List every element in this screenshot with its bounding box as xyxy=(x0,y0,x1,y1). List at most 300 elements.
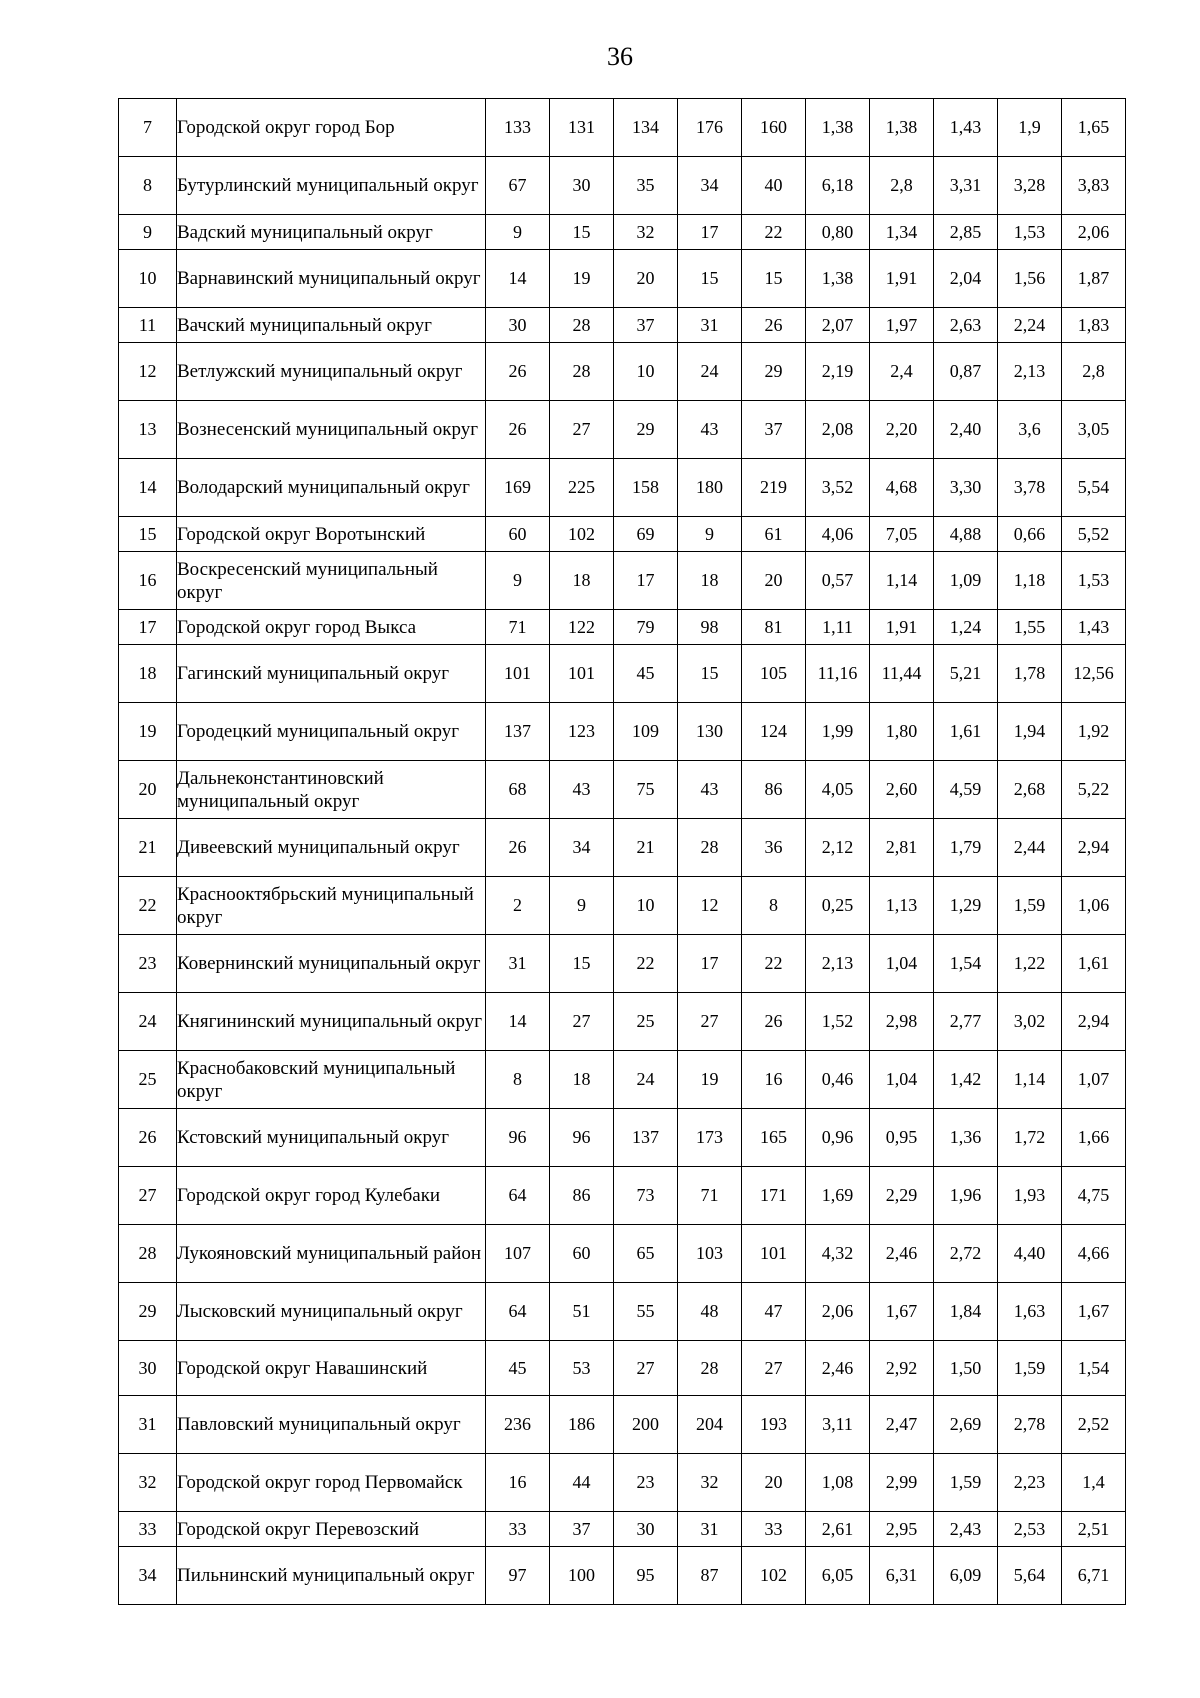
value-cell: 1,59 xyxy=(998,1341,1062,1396)
value-cell: 37 xyxy=(614,308,678,343)
value-cell: 100 xyxy=(550,1547,614,1605)
value-cell: 30 xyxy=(614,1512,678,1547)
row-number-cell: 10 xyxy=(119,250,177,308)
table-body xyxy=(119,99,1126,1605)
value-cell: 0,87 xyxy=(934,343,998,401)
value-cell: 2,13 xyxy=(806,935,870,993)
municipality-name-cell: Городской округ Перевозский xyxy=(177,1512,486,1547)
value-cell: 1,29 xyxy=(934,877,998,935)
value-cell: 225 xyxy=(550,459,614,517)
value-cell: 1,84 xyxy=(934,1283,998,1341)
row-number-cell: 28 xyxy=(119,1225,177,1283)
value-cell: 1,59 xyxy=(934,1454,998,1512)
municipality-name-cell: Варнавинский муниципальный округ xyxy=(177,250,486,308)
value-cell: 2,06 xyxy=(806,1283,870,1341)
value-cell: 97 xyxy=(486,1547,550,1605)
value-cell: 101 xyxy=(486,645,550,703)
value-cell: 3,78 xyxy=(998,459,1062,517)
value-cell: 1,24 xyxy=(934,610,998,645)
value-cell: 18 xyxy=(550,552,614,610)
value-cell: 43 xyxy=(678,401,742,459)
row-number-cell: 22 xyxy=(119,877,177,935)
value-cell: 1,36 xyxy=(934,1109,998,1167)
value-cell: 137 xyxy=(486,703,550,761)
value-cell: 43 xyxy=(550,761,614,819)
value-cell: 1,04 xyxy=(870,1051,934,1109)
value-cell: 2,69 xyxy=(934,1396,998,1454)
value-cell: 48 xyxy=(678,1283,742,1341)
value-cell: 137 xyxy=(614,1109,678,1167)
value-cell: 21 xyxy=(614,819,678,877)
value-cell: 40 xyxy=(742,157,806,215)
value-cell: 11,44 xyxy=(870,645,934,703)
value-cell: 1,14 xyxy=(998,1051,1062,1109)
municipality-name-cell: Городской округ город Бор xyxy=(177,99,486,157)
value-cell: 2,72 xyxy=(934,1225,998,1283)
value-cell: 9 xyxy=(486,552,550,610)
value-cell: 102 xyxy=(550,517,614,552)
table-row xyxy=(119,1167,1126,1225)
value-cell: 61 xyxy=(742,517,806,552)
value-cell: 75 xyxy=(614,761,678,819)
value-cell: 15 xyxy=(742,250,806,308)
table-row xyxy=(119,1051,1126,1109)
value-cell: 2,12 xyxy=(806,819,870,877)
value-cell: 131 xyxy=(550,99,614,157)
value-cell: 2 xyxy=(486,877,550,935)
value-cell: 101 xyxy=(742,1225,806,1283)
value-cell: 2,04 xyxy=(934,250,998,308)
value-cell: 2,99 xyxy=(870,1454,934,1512)
value-cell: 9 xyxy=(678,517,742,552)
row-number-cell: 12 xyxy=(119,343,177,401)
value-cell: 1,66 xyxy=(1062,1109,1126,1167)
municipality-name-cell: Вачский муниципальный округ xyxy=(177,308,486,343)
value-cell: 0,57 xyxy=(806,552,870,610)
row-number-cell: 7 xyxy=(119,99,177,157)
value-cell: 219 xyxy=(742,459,806,517)
value-cell: 1,43 xyxy=(934,99,998,157)
value-cell: 67 xyxy=(486,157,550,215)
value-cell: 1,91 xyxy=(870,250,934,308)
table-row xyxy=(119,1547,1126,1605)
row-number-cell: 16 xyxy=(119,552,177,610)
value-cell: 1,38 xyxy=(870,99,934,157)
municipality-name-cell: Городской округ город Выкса xyxy=(177,610,486,645)
value-cell: 27 xyxy=(614,1341,678,1396)
value-cell: 2,53 xyxy=(998,1512,1062,1547)
value-cell: 6,09 xyxy=(934,1547,998,1605)
row-number-cell: 18 xyxy=(119,645,177,703)
value-cell: 1,78 xyxy=(998,645,1062,703)
value-cell: 3,6 xyxy=(998,401,1062,459)
value-cell: 37 xyxy=(550,1512,614,1547)
municipality-name-cell: Лукояновский муниципальный район xyxy=(177,1225,486,1283)
value-cell: 122 xyxy=(550,610,614,645)
value-cell: 6,31 xyxy=(870,1547,934,1605)
value-cell: 20 xyxy=(742,1454,806,1512)
row-number-cell: 34 xyxy=(119,1547,177,1605)
value-cell: 2,44 xyxy=(998,819,1062,877)
municipality-name-cell: Ветлужский муниципальный округ xyxy=(177,343,486,401)
municipality-name-cell: Володарский муниципальный округ xyxy=(177,459,486,517)
value-cell: 2,8 xyxy=(1062,343,1126,401)
value-cell: 7,05 xyxy=(870,517,934,552)
value-cell: 71 xyxy=(486,610,550,645)
table-row xyxy=(119,1109,1126,1167)
value-cell: 87 xyxy=(678,1547,742,1605)
value-cell: 2,47 xyxy=(870,1396,934,1454)
table-row xyxy=(119,610,1126,645)
value-cell: 133 xyxy=(486,99,550,157)
value-cell: 17 xyxy=(614,552,678,610)
value-cell: 43 xyxy=(678,761,742,819)
value-cell: 180 xyxy=(678,459,742,517)
table-row xyxy=(119,552,1126,610)
value-cell: 130 xyxy=(678,703,742,761)
table-row xyxy=(119,1512,1126,1547)
value-cell: 34 xyxy=(678,157,742,215)
value-cell: 1,80 xyxy=(870,703,934,761)
value-cell: 123 xyxy=(550,703,614,761)
table-row xyxy=(119,1396,1126,1454)
value-cell: 1,11 xyxy=(806,610,870,645)
value-cell: 2,43 xyxy=(934,1512,998,1547)
value-cell: 17 xyxy=(678,215,742,250)
value-cell: 2,08 xyxy=(806,401,870,459)
value-cell: 1,13 xyxy=(870,877,934,935)
value-cell: 22 xyxy=(614,935,678,993)
row-number-cell: 26 xyxy=(119,1109,177,1167)
value-cell: 4,06 xyxy=(806,517,870,552)
value-cell: 71 xyxy=(678,1167,742,1225)
value-cell: 28 xyxy=(678,819,742,877)
value-cell: 1,83 xyxy=(1062,308,1126,343)
value-cell: 8 xyxy=(742,877,806,935)
value-cell: 8 xyxy=(486,1051,550,1109)
municipality-name-cell: Городской округ Воротынский xyxy=(177,517,486,552)
value-cell: 0,96 xyxy=(806,1109,870,1167)
table-row xyxy=(119,459,1126,517)
row-number-cell: 24 xyxy=(119,993,177,1051)
value-cell: 33 xyxy=(742,1512,806,1547)
value-cell: 0,80 xyxy=(806,215,870,250)
value-cell: 103 xyxy=(678,1225,742,1283)
value-cell: 165 xyxy=(742,1109,806,1167)
value-cell: 1,09 xyxy=(934,552,998,610)
municipality-name-cell: Дальнеконстантиновский муниципальный округ xyxy=(177,761,486,819)
value-cell: 34 xyxy=(550,819,614,877)
value-cell: 79 xyxy=(614,610,678,645)
municipality-name-cell: Гагинский муниципальный округ xyxy=(177,645,486,703)
value-cell: 26 xyxy=(486,819,550,877)
table-row xyxy=(119,935,1126,993)
value-cell: 1,69 xyxy=(806,1167,870,1225)
value-cell: 27 xyxy=(742,1341,806,1396)
value-cell: 1,53 xyxy=(1062,552,1126,610)
value-cell: 2,81 xyxy=(870,819,934,877)
value-cell: 1,54 xyxy=(1062,1341,1126,1396)
value-cell: 86 xyxy=(742,761,806,819)
value-cell: 96 xyxy=(550,1109,614,1167)
value-cell: 18 xyxy=(550,1051,614,1109)
municipality-name-cell: Городской округ город Первомайск xyxy=(177,1454,486,1512)
row-number-cell: 25 xyxy=(119,1051,177,1109)
value-cell: 3,83 xyxy=(1062,157,1126,215)
value-cell: 1,06 xyxy=(1062,877,1126,935)
value-cell: 3,31 xyxy=(934,157,998,215)
value-cell: 6,71 xyxy=(1062,1547,1126,1605)
value-cell: 2,60 xyxy=(870,761,934,819)
value-cell: 17 xyxy=(678,935,742,993)
value-cell: 1,38 xyxy=(806,99,870,157)
value-cell: 65 xyxy=(614,1225,678,1283)
value-cell: 3,52 xyxy=(806,459,870,517)
table-row xyxy=(119,645,1126,703)
value-cell: 27 xyxy=(550,993,614,1051)
value-cell: 5,22 xyxy=(1062,761,1126,819)
table-row xyxy=(119,517,1126,552)
value-cell: 0,46 xyxy=(806,1051,870,1109)
value-cell: 12 xyxy=(678,877,742,935)
row-number-cell: 17 xyxy=(119,610,177,645)
value-cell: 0,25 xyxy=(806,877,870,935)
value-cell: 134 xyxy=(614,99,678,157)
value-cell: 60 xyxy=(486,517,550,552)
table-row xyxy=(119,761,1126,819)
value-cell: 26 xyxy=(742,993,806,1051)
value-cell: 1,9 xyxy=(998,99,1062,157)
value-cell: 4,66 xyxy=(1062,1225,1126,1283)
value-cell: 18 xyxy=(678,552,742,610)
value-cell: 2,78 xyxy=(998,1396,1062,1454)
value-cell: 1,94 xyxy=(998,703,1062,761)
row-number-cell: 33 xyxy=(119,1512,177,1547)
municipality-name-cell: Бутурлинский муниципальный округ xyxy=(177,157,486,215)
value-cell: 2,94 xyxy=(1062,993,1126,1051)
value-cell: 1,92 xyxy=(1062,703,1126,761)
page-number: 36 xyxy=(607,42,633,71)
value-cell: 36 xyxy=(742,819,806,877)
value-cell: 2,07 xyxy=(806,308,870,343)
value-cell: 176 xyxy=(678,99,742,157)
municipality-name-cell: Городецкий муниципальный округ xyxy=(177,703,486,761)
value-cell: 35 xyxy=(614,157,678,215)
table-row xyxy=(119,703,1126,761)
table-row xyxy=(119,215,1126,250)
value-cell: 68 xyxy=(486,761,550,819)
value-cell: 2,20 xyxy=(870,401,934,459)
table-row xyxy=(119,401,1126,459)
municipality-name-cell: Дивеевский муниципальный округ xyxy=(177,819,486,877)
value-cell: 69 xyxy=(614,517,678,552)
value-cell: 12,56 xyxy=(1062,645,1126,703)
row-number-cell: 20 xyxy=(119,761,177,819)
value-cell: 2,46 xyxy=(806,1341,870,1396)
value-cell: 2,61 xyxy=(806,1512,870,1547)
value-cell: 109 xyxy=(614,703,678,761)
value-cell: 73 xyxy=(614,1167,678,1225)
row-number-cell: 27 xyxy=(119,1167,177,1225)
value-cell: 81 xyxy=(742,610,806,645)
value-cell: 27 xyxy=(550,401,614,459)
value-cell: 186 xyxy=(550,1396,614,1454)
value-cell: 4,68 xyxy=(870,459,934,517)
value-cell: 1,93 xyxy=(998,1167,1062,1225)
value-cell: 31 xyxy=(678,308,742,343)
value-cell: 32 xyxy=(678,1454,742,1512)
value-cell: 2,13 xyxy=(998,343,1062,401)
value-cell: 1,43 xyxy=(1062,610,1126,645)
value-cell: 2,92 xyxy=(870,1341,934,1396)
table-row xyxy=(119,1225,1126,1283)
table-row xyxy=(119,1283,1126,1341)
municipality-name-cell: Краснооктябрьский муниципальный округ xyxy=(177,877,486,935)
value-cell: 37 xyxy=(742,401,806,459)
value-cell: 26 xyxy=(486,401,550,459)
value-cell: 2,98 xyxy=(870,993,934,1051)
value-cell: 2,29 xyxy=(870,1167,934,1225)
value-cell: 1,07 xyxy=(1062,1051,1126,1109)
value-cell: 4,40 xyxy=(998,1225,1062,1283)
row-number-cell: 15 xyxy=(119,517,177,552)
value-cell: 26 xyxy=(742,308,806,343)
municipality-name-cell: Пильнинский муниципальный округ xyxy=(177,1547,486,1605)
value-cell: 64 xyxy=(486,1167,550,1225)
value-cell: 1,63 xyxy=(998,1283,1062,1341)
value-cell: 1,59 xyxy=(998,877,1062,935)
table-row xyxy=(119,819,1126,877)
value-cell: 1,61 xyxy=(1062,935,1126,993)
row-number-cell: 8 xyxy=(119,157,177,215)
table-row xyxy=(119,1341,1126,1396)
value-cell: 5,64 xyxy=(998,1547,1062,1605)
value-cell: 160 xyxy=(742,99,806,157)
value-cell: 14 xyxy=(486,250,550,308)
value-cell: 1,4 xyxy=(1062,1454,1126,1512)
value-cell: 11,16 xyxy=(806,645,870,703)
municipality-name-cell: Вознесенский муниципальный округ xyxy=(177,401,486,459)
value-cell: 64 xyxy=(486,1283,550,1341)
value-cell: 22 xyxy=(742,935,806,993)
value-cell: 15 xyxy=(678,250,742,308)
value-cell: 124 xyxy=(742,703,806,761)
value-cell: 2,51 xyxy=(1062,1512,1126,1547)
value-cell: 1,99 xyxy=(806,703,870,761)
value-cell: 2,52 xyxy=(1062,1396,1126,1454)
municipality-name-cell: Павловский муниципальный округ xyxy=(177,1396,486,1454)
table-row xyxy=(119,877,1126,935)
value-cell: 1,42 xyxy=(934,1051,998,1109)
value-cell: 193 xyxy=(742,1396,806,1454)
row-number-cell: 29 xyxy=(119,1283,177,1341)
value-cell: 9 xyxy=(550,877,614,935)
value-cell: 98 xyxy=(678,610,742,645)
value-cell: 2,40 xyxy=(934,401,998,459)
value-cell: 1,79 xyxy=(934,819,998,877)
row-number-cell: 9 xyxy=(119,215,177,250)
value-cell: 173 xyxy=(678,1109,742,1167)
value-cell: 2,06 xyxy=(1062,215,1126,250)
value-cell: 2,94 xyxy=(1062,819,1126,877)
value-cell: 4,05 xyxy=(806,761,870,819)
row-number-cell: 31 xyxy=(119,1396,177,1454)
value-cell: 2,63 xyxy=(934,308,998,343)
value-cell: 28 xyxy=(550,308,614,343)
value-cell: 0,66 xyxy=(998,517,1062,552)
value-cell: 2,68 xyxy=(998,761,1062,819)
municipality-name-cell: Ковернинский муниципальный округ xyxy=(177,935,486,993)
row-number-cell: 32 xyxy=(119,1454,177,1512)
value-cell: 14 xyxy=(486,993,550,1051)
value-cell: 4,75 xyxy=(1062,1167,1126,1225)
value-cell: 1,53 xyxy=(998,215,1062,250)
value-cell: 86 xyxy=(550,1167,614,1225)
value-cell: 2,46 xyxy=(870,1225,934,1283)
value-cell: 32 xyxy=(614,215,678,250)
value-cell: 19 xyxy=(550,250,614,308)
value-cell: 55 xyxy=(614,1283,678,1341)
value-cell: 1,18 xyxy=(998,552,1062,610)
value-cell: 24 xyxy=(614,1051,678,1109)
value-cell: 169 xyxy=(486,459,550,517)
value-cell: 2,85 xyxy=(934,215,998,250)
table-row xyxy=(119,250,1126,308)
value-cell: 1,34 xyxy=(870,215,934,250)
table-row xyxy=(119,308,1126,343)
value-cell: 1,72 xyxy=(998,1109,1062,1167)
value-cell: 44 xyxy=(550,1454,614,1512)
value-cell: 1,50 xyxy=(934,1341,998,1396)
value-cell: 24 xyxy=(678,343,742,401)
table-row xyxy=(119,99,1126,157)
value-cell: 204 xyxy=(678,1396,742,1454)
value-cell: 1,56 xyxy=(998,250,1062,308)
value-cell: 28 xyxy=(550,343,614,401)
table-row xyxy=(119,993,1126,1051)
value-cell: 3,28 xyxy=(998,157,1062,215)
value-cell: 45 xyxy=(614,645,678,703)
municipality-name-cell: Вадский муниципальный округ xyxy=(177,215,486,250)
value-cell: 23 xyxy=(614,1454,678,1512)
value-cell: 9 xyxy=(486,215,550,250)
value-cell: 3,05 xyxy=(1062,401,1126,459)
value-cell: 45 xyxy=(486,1341,550,1396)
value-cell: 29 xyxy=(742,343,806,401)
value-cell: 0,95 xyxy=(870,1109,934,1167)
value-cell: 2,19 xyxy=(806,343,870,401)
value-cell: 1,38 xyxy=(806,250,870,308)
value-cell: 3,30 xyxy=(934,459,998,517)
value-cell: 60 xyxy=(550,1225,614,1283)
value-cell: 4,32 xyxy=(806,1225,870,1283)
value-cell: 1,61 xyxy=(934,703,998,761)
value-cell: 95 xyxy=(614,1547,678,1605)
municipality-name-cell: Воскресенский муниципальный округ xyxy=(177,552,486,610)
value-cell: 16 xyxy=(486,1454,550,1512)
value-cell: 20 xyxy=(614,250,678,308)
value-cell: 31 xyxy=(678,1512,742,1547)
value-cell: 26 xyxy=(486,343,550,401)
value-cell: 10 xyxy=(614,877,678,935)
value-cell: 2,4 xyxy=(870,343,934,401)
value-cell: 5,21 xyxy=(934,645,998,703)
municipality-name-cell: Лысковский муниципальный округ xyxy=(177,1283,486,1341)
value-cell: 30 xyxy=(486,308,550,343)
municipality-name-cell: Кстовский муниципальный округ xyxy=(177,1109,486,1167)
row-number-cell: 23 xyxy=(119,935,177,993)
value-cell: 2,77 xyxy=(934,993,998,1051)
